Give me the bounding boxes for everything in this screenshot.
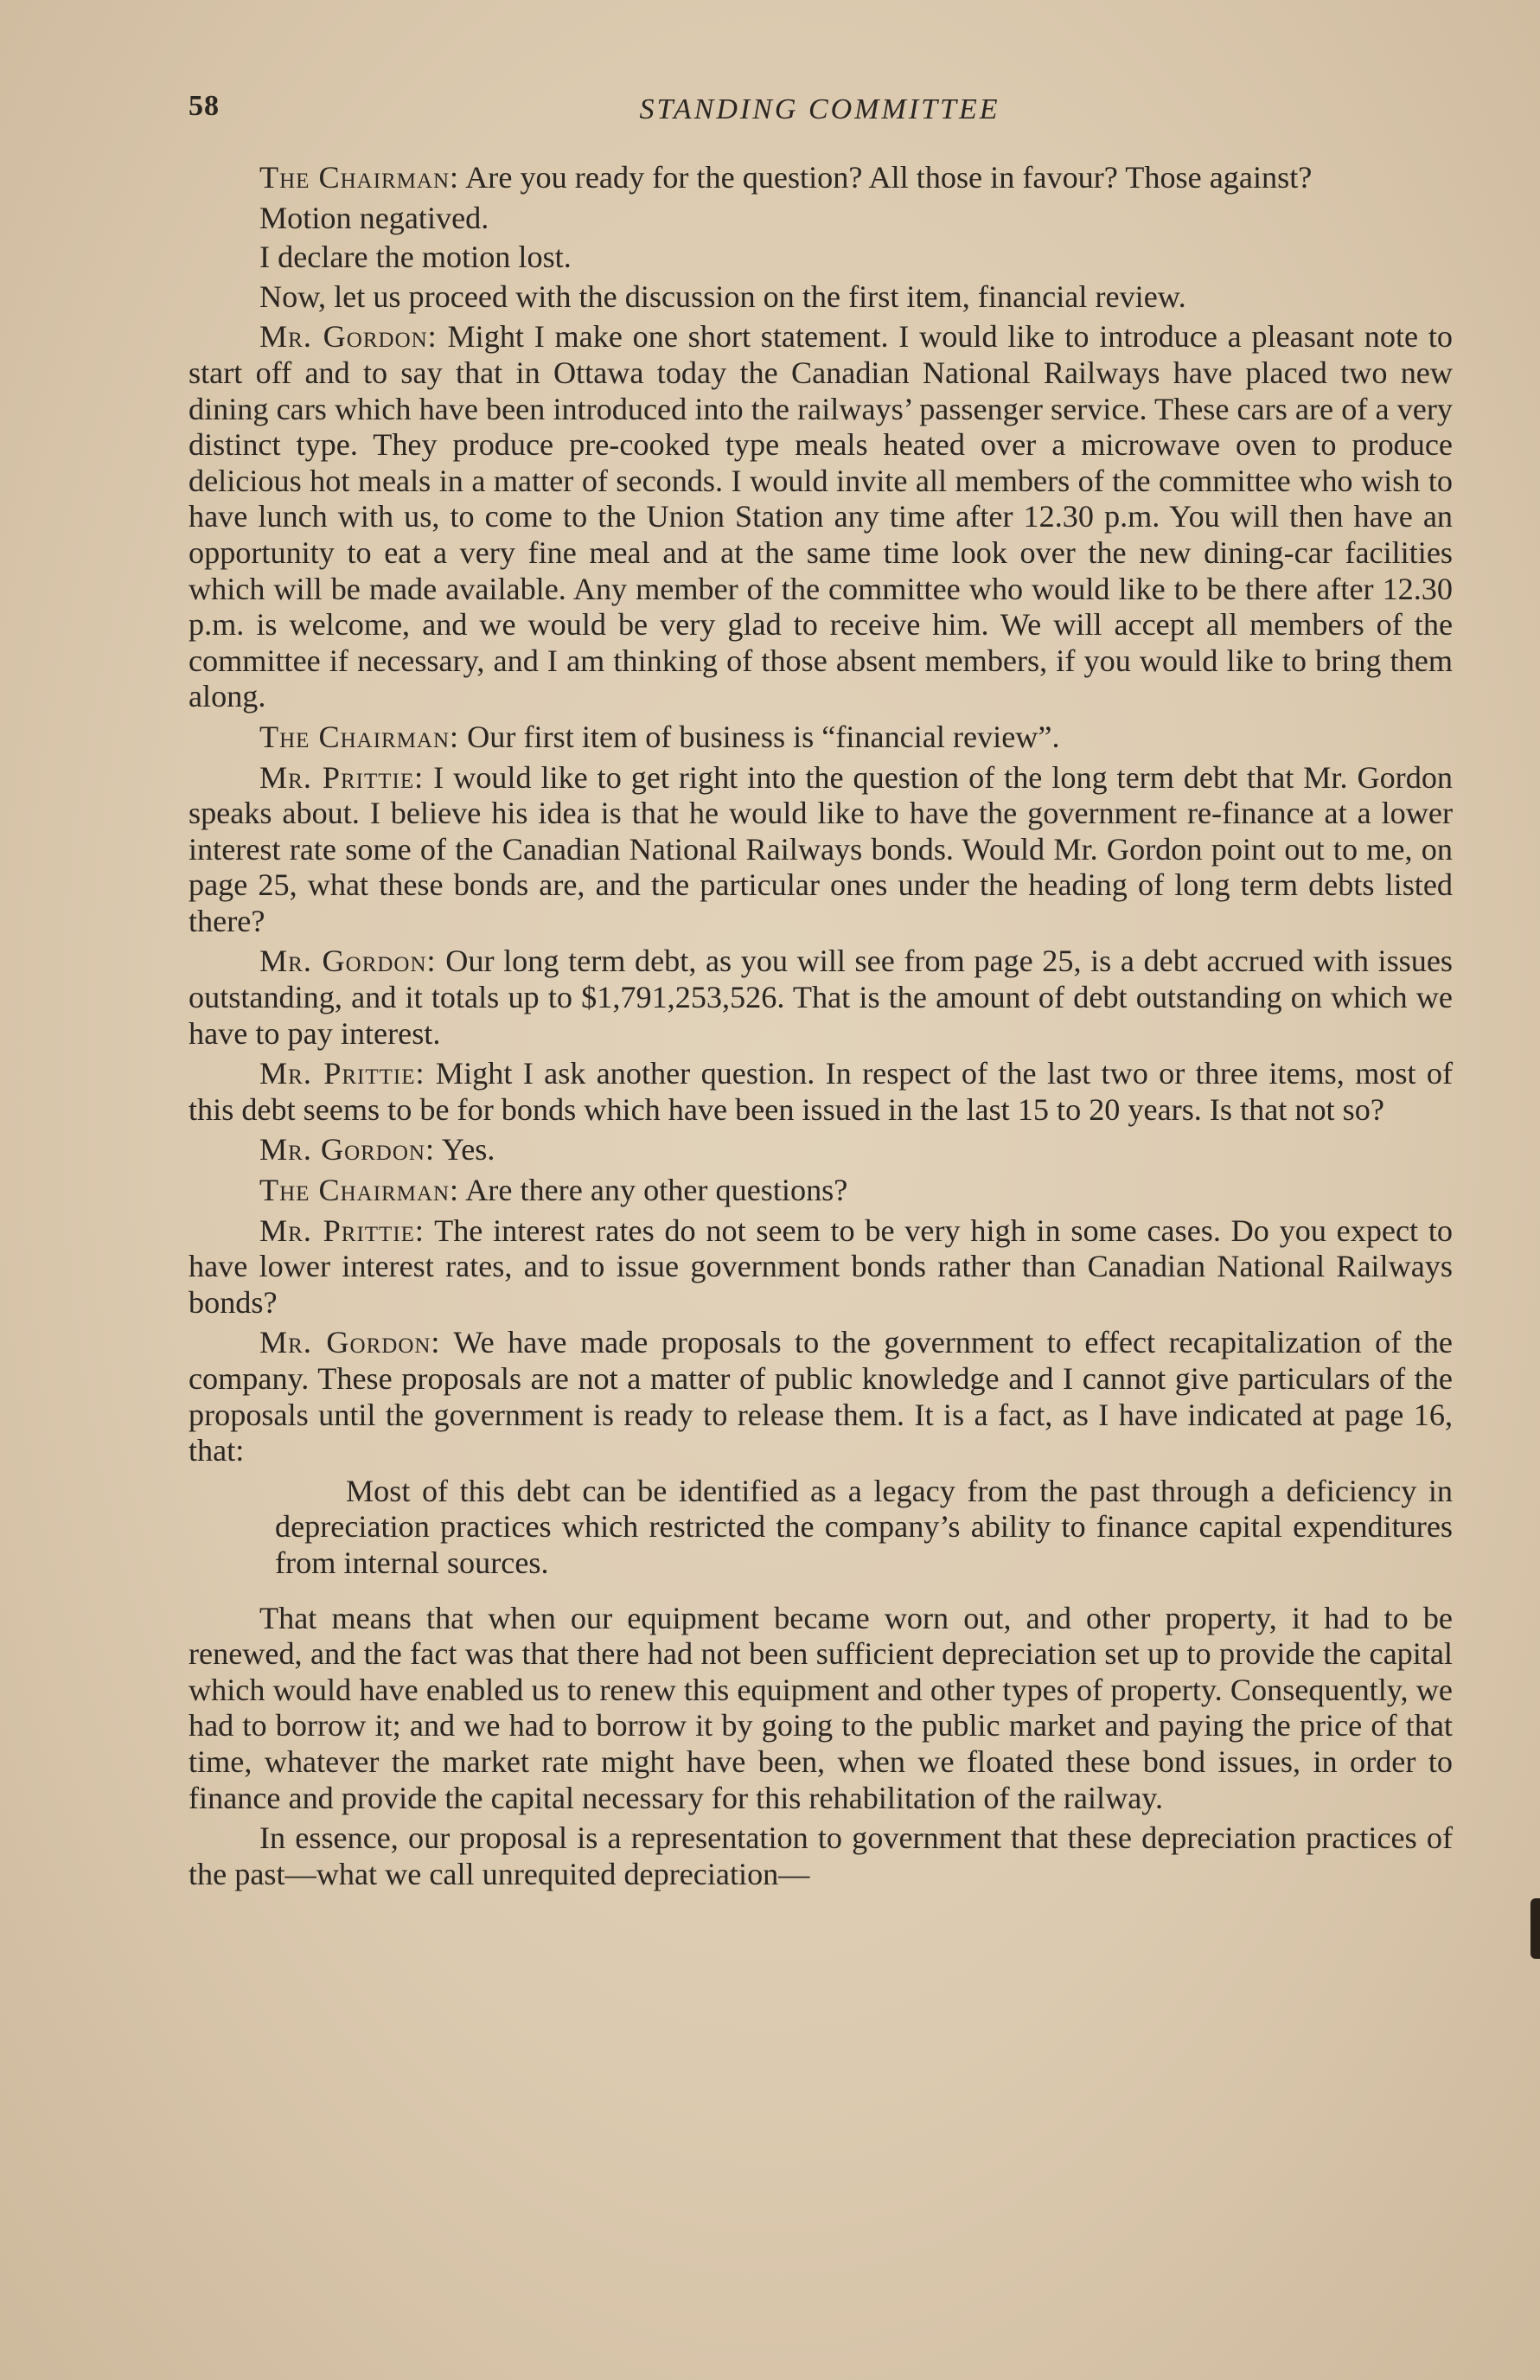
running-head: STANDING COMMITTEE [639,93,1000,125]
paragraph [189,201,1453,237]
paragraph [189,240,1453,276]
speaker-name: Mr. Gordon: [259,1132,436,1168]
paragraph: In essence, our proposal is a representation to government that these depreciation practices of the past—what we call unrequited depreciation— [189,1820,1453,1891]
paragraph-text: I would like to get right into the question of the long term debt that Mr. Gordon speaks about. I believe his idea is that he would like to have the government re-finance at a lower interest rate some of the Canadian National Railways bonds. Would Mr. Gordon point out to me, on page 25, what these bonds are, and the particular ones under the heading of long term debts listed there? [189,759,1454,938]
speaker-name: Mr. Gordon: [259,944,437,979]
paragraph-text: Our first item of business is “financial review”. [459,719,1060,754]
paragraph [189,1213,1453,1321]
paragraph-text: Yes. [435,1132,495,1168]
paragraph [189,279,1453,316]
paragraph [189,1173,1453,1209]
page-header [189,86,1451,138]
paragraph-text: Are you ready for the question? All those in favour? Those against? [459,160,1313,195]
paragraph [189,1056,1453,1128]
speaker-name: Mr. Gordon: [259,319,438,355]
paragraph [189,944,1453,1052]
paragraph [189,760,1453,940]
page-number: 58 [189,90,220,122]
paragraph [189,160,1453,196]
speaker-name: Mr. Prittie: [259,1212,425,1248]
speaker-name: Mr. Prittie: [259,1056,425,1091]
paragraph-text: Now, let us proceed with the discussion on the first item, financial review. [259,278,1186,314]
speaker-name: The Chairman: [259,1173,460,1208]
paragraph-text: Our long term debt, as you will see from page 25, is a debt accrued with issues outstanding, and it totals up to $1,791,253,526. That is the amount of debt outstanding on which we have to pay interest. [189,944,1454,1051]
paragraph [189,1325,1453,1468]
block-quote: Most of this debt can be identified as a legacy from the past through a deficiency in depreciation practices which restricted the company’s ability to finance capital expenditures from internal sources. [275,1473,1453,1580]
page-body [189,160,1453,1897]
speaker-name: Mr. Prittie: [259,759,425,795]
paragraph-text: Motion negatived. [259,200,489,235]
paragraph [189,720,1453,756]
paragraph-text: Are there any other questions? [459,1173,848,1208]
paragraph-text: We have made proposals to the government to effect recapitalization of the company. These proposals are not a matter of public knowledge and I cannot give particulars of the proposals until the government is ready to release them. It is a fact, as I have indicated at page 16, that: [189,1325,1453,1468]
paragraph [189,1132,1453,1168]
paragraph-text: Might I make one short statement. I would like to introduce a pleasant note to start off and to say that in Ottawa today the Canadian National Railways have placed two new dining cars which have been introduced into the railways’ passenger service. These cars are of a very distinct type. They produce pre-cooked type meals heated over a microwave oven to produce delicious hot meals in a matter of seconds. I would invite all members of the committee who wish to have lunch with us, to come to the Union Station any time after 12.30 p.m. You will then have an opportunity to eat a very fine meal and at the same time look over the new dining-car facilities which will be made available. Any member of the committee who would like to be there after 12.30 p.m. is welcome, and we would be very glad to receive him. We will accept all members of the committee if necessary, and I am thinking of those absent members, if you would like to bring them along. [189,319,1453,714]
binding-edge-mark [1530,1898,1540,1959]
paragraph-text: Might I ask another question. In respect of the last two or three items, most of this debt seems to be for bonds which have been issued in the last 15 to 20 years. Is that not so? [189,1056,1454,1127]
speaker-name: The Chairman: [259,160,460,195]
paragraph: That means that when our equipment became worn out, and other property, it had to be renewed, and the fact was that there had not been sufficient depreciation set up to provide the capital which would have enabled us to renew this equipment and other types of property. Consequently, we had to borrow it; and we had to borrow it by going to the public market and paying the price of that time, whatever the market rate might have been, when we floated these bond issues, in order to finance and provide the capital necessary for this rehabilitation of the railway. [189,1600,1453,1815]
speaker-name: Mr. Gordon: [259,1325,441,1360]
paragraph-text: The interest rates do not seem to be very high in some cases. Do you expect to have lower interest rates, and to issue government bonds rather than Canadian National Railways bonds? [189,1212,1454,1320]
paragraph [189,319,1453,715]
speaker-name: The Chairman: [259,719,460,754]
paragraph-text: I declare the motion lost. [259,240,572,275]
